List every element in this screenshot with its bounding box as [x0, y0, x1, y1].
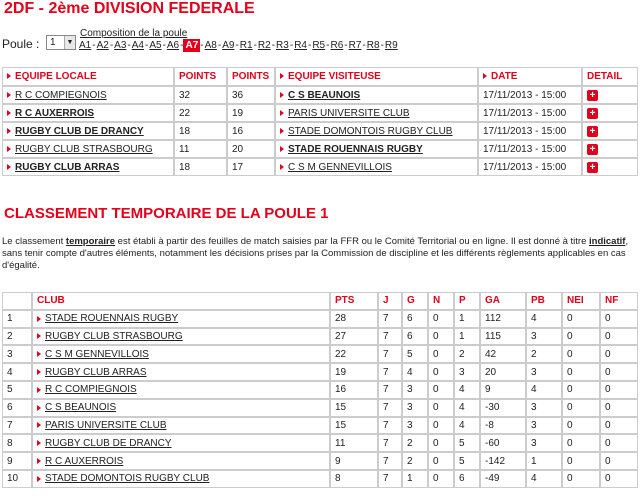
journee-separator: -	[326, 40, 330, 51]
journee-link-r7[interactable]: R7	[348, 40, 362, 51]
home-team-cell	[2, 158, 174, 176]
standings-row	[2, 399, 638, 417]
triangle-icon	[280, 128, 284, 134]
nf-cell: 0	[600, 470, 638, 488]
pts-cell: 16	[330, 381, 378, 399]
nf-cell: 0	[600, 434, 638, 452]
home-points: 18	[174, 158, 227, 176]
j-cell: 7	[378, 417, 402, 435]
standings-row	[2, 328, 638, 346]
rank-cell: 2	[2, 328, 32, 346]
away-team-link[interactable]: STADE DOMONTOIS RUGBY CLUB	[288, 125, 453, 137]
indicatif-link[interactable]: indicatif	[589, 236, 626, 247]
poule-select-value: 1	[50, 37, 56, 48]
pb-cell: 3	[526, 399, 562, 417]
rank-cell: 1	[2, 310, 32, 328]
pb-cell: 4	[526, 310, 562, 328]
pb-cell: 2	[526, 345, 562, 363]
p-cell: 2	[454, 345, 480, 363]
pb-cell: 3	[526, 328, 562, 346]
j-cell: 7	[378, 434, 402, 452]
journee-link-a3[interactable]: A3	[114, 40, 127, 51]
g-cell: 6	[402, 310, 428, 328]
n-cell: 0	[428, 452, 454, 470]
nei-cell: 0	[562, 470, 600, 488]
journee-link-a4[interactable]: A4	[131, 40, 144, 51]
temporaire-link[interactable]: temporaire	[65, 236, 116, 247]
triangle-icon	[7, 128, 11, 134]
journee-link-r2[interactable]: R2	[257, 40, 271, 51]
standings-row	[2, 381, 638, 399]
nei-cell: 0	[562, 345, 600, 363]
n-cell: 0	[428, 399, 454, 417]
club-cell	[32, 399, 330, 417]
match-row	[2, 122, 638, 140]
standings-row	[2, 434, 638, 452]
club-link[interactable]: R C AUXERROIS	[45, 455, 124, 467]
header-nei: NEI	[562, 292, 600, 310]
page-title: 2DF - 2ème DIVISION FEDERALE	[4, 0, 255, 17]
n-cell: 0	[428, 381, 454, 399]
pts-cell: 9	[330, 452, 378, 470]
header-club: CLUB	[32, 292, 330, 310]
home-team-link[interactable]: R C AUXERROIS	[15, 107, 95, 119]
journee-links	[78, 40, 399, 51]
detail-cell	[582, 86, 638, 104]
j-cell: 7	[378, 381, 402, 399]
club-cell	[32, 434, 330, 452]
pb-cell: 4	[526, 470, 562, 488]
detail-cell	[582, 104, 638, 122]
nf-cell: 0	[600, 399, 638, 417]
header-points-away: POINTS	[227, 67, 275, 86]
g-cell: 3	[402, 381, 428, 399]
pts-cell: 28	[330, 310, 378, 328]
journee-separator: -	[180, 40, 184, 51]
n-cell: 0	[428, 417, 454, 435]
detail-cell	[582, 122, 638, 140]
pb-cell: 3	[526, 417, 562, 435]
journee-link-r3[interactable]: R3	[276, 40, 289, 51]
nf-cell: 0	[600, 417, 638, 435]
club-link[interactable]: STADE DOMONTOIS RUGBY CLUB	[45, 473, 210, 485]
triangle-icon	[280, 146, 284, 152]
away-team-cell	[275, 158, 478, 176]
nei-cell: 0	[562, 434, 600, 452]
triangle-icon	[280, 92, 284, 98]
journee-link-a9[interactable]: A9	[222, 40, 235, 51]
home-team-cell	[2, 104, 174, 122]
club-link[interactable]: C S M GENNEVILLOIS	[45, 348, 149, 360]
journee-link-r1[interactable]: R1	[239, 40, 253, 51]
club-cell	[32, 381, 330, 399]
journee-link-a7[interactable]: A7	[185, 40, 199, 51]
ga-cell: -142	[480, 452, 526, 470]
triangle-icon	[280, 73, 284, 79]
away-team-link[interactable]: PARIS UNIVERSITE CLUB	[288, 107, 410, 119]
standings-row	[2, 310, 638, 328]
p-cell: 6	[454, 470, 480, 488]
nf-cell: 0	[600, 310, 638, 328]
pts-cell: 8	[330, 470, 378, 488]
standings-row	[2, 345, 638, 363]
ga-cell: 20	[480, 363, 526, 381]
nf-cell: 0	[600, 452, 638, 470]
n-cell: 0	[428, 345, 454, 363]
rank-cell: 6	[2, 399, 32, 417]
pts-cell: 15	[330, 399, 378, 417]
nei-cell: 0	[562, 310, 600, 328]
pb-cell: 3	[526, 434, 562, 452]
away-team-link[interactable]: STADE ROUENNAIS RUGBY	[288, 143, 423, 155]
n-cell: 0	[428, 470, 454, 488]
pts-cell: 15	[330, 417, 378, 435]
journee-link-a8[interactable]: A8	[204, 40, 217, 51]
header-detail: DETAIL	[582, 67, 638, 86]
triangle-icon	[37, 369, 41, 375]
nei-cell: 0	[562, 452, 600, 470]
nf-cell: 0	[600, 345, 638, 363]
club-link[interactable]: PARIS UNIVERSITE CLUB	[45, 419, 167, 431]
journee-separator: -	[289, 40, 294, 51]
triangle-icon	[7, 73, 11, 79]
plus-icon[interactable]: +	[587, 144, 598, 155]
g-cell: 6	[402, 328, 428, 346]
ga-cell: -30	[480, 399, 526, 417]
detail-cell	[582, 140, 638, 158]
triangle-icon	[37, 351, 41, 357]
g-cell: 2	[402, 452, 428, 470]
header-home: EQUIPE LOCALE	[2, 67, 174, 86]
home-team-link[interactable]: RUGBY CLUB STRASBOURG	[15, 143, 153, 155]
away-points: 36	[227, 86, 275, 104]
nei-cell: 0	[562, 381, 600, 399]
journee-link-a1[interactable]: A1	[79, 40, 92, 51]
journee-separator: -	[271, 40, 276, 51]
detail-cell	[582, 158, 638, 176]
header-n: N	[428, 292, 454, 310]
pb-cell: 4	[526, 381, 562, 399]
home-points: 18	[174, 122, 227, 140]
match-date: 17/11/2013 - 15:00	[478, 104, 582, 122]
home-points: 11	[174, 140, 227, 158]
chevron-down-icon: ▼	[64, 36, 75, 49]
g-cell: 3	[402, 399, 428, 417]
pb-cell: 1	[526, 452, 562, 470]
header-j: J	[378, 292, 402, 310]
ga-cell: 9	[480, 381, 526, 399]
away-team-cell	[275, 140, 478, 158]
pts-cell: 11	[330, 434, 378, 452]
header-pb: PB	[526, 292, 562, 310]
header-nf: NF	[600, 292, 638, 310]
match-date: 17/11/2013 - 15:00	[478, 86, 582, 104]
journee-separator: -	[235, 40, 239, 51]
journee-link-a5[interactable]: A5	[149, 40, 162, 51]
away-team-link[interactable]: C S BEAUNOIS	[288, 89, 361, 101]
journee-link-r6[interactable]: R6	[330, 40, 344, 51]
p-cell: 1	[454, 328, 480, 346]
standings-table	[2, 292, 638, 488]
journee-link-r4[interactable]: R4	[294, 40, 307, 51]
rank-cell: 4	[2, 363, 32, 381]
p-cell: 1	[454, 310, 480, 328]
away-team-link[interactable]: C S M GENNEVILLOIS	[288, 161, 392, 173]
triangle-icon	[37, 387, 41, 393]
match-row	[2, 158, 638, 176]
journee-separator: -	[253, 40, 257, 51]
journee-link-r9[interactable]: R9	[384, 40, 398, 51]
ga-cell: -60	[480, 434, 526, 452]
j-cell: 7	[378, 345, 402, 363]
classement-description: Le classement temporaire est établi à partir des feuilles de match saisies par la FFR ou le Comité Territorial ou en ligne. Il est donné à titre indicatif, sans tenir compte d'autres éléments, notamment les décisions prises par la Commission de discipline et les différents règlements applicables en cas d'égalité.	[2, 236, 629, 271]
club-cell	[32, 470, 330, 488]
home-team-link[interactable]: RUGBY CLUB DE DRANCY	[15, 125, 144, 137]
matches-table	[2, 67, 638, 176]
standings-header-row	[2, 292, 638, 310]
home-team-cell	[2, 122, 174, 140]
nei-cell: 0	[562, 417, 600, 435]
journee-link-r8[interactable]: R8	[366, 40, 380, 51]
header-rank	[2, 292, 32, 310]
plus-icon[interactable]: +	[587, 126, 598, 137]
triangle-icon	[7, 92, 11, 98]
club-cell	[32, 417, 330, 435]
away-points: 16	[227, 122, 275, 140]
g-cell: 5	[402, 345, 428, 363]
away-points: 17	[227, 158, 275, 176]
pts-cell: 27	[330, 328, 378, 346]
n-cell: 0	[428, 434, 454, 452]
away-team-cell	[275, 122, 478, 140]
j-cell: 7	[378, 363, 402, 381]
p-cell: 4	[454, 417, 480, 435]
g-cell: 4	[402, 363, 428, 381]
triangle-icon	[37, 476, 41, 482]
j-cell: 7	[378, 470, 402, 488]
journee-separator: -	[307, 40, 312, 51]
away-team-cell	[275, 104, 478, 122]
club-link[interactable]: RUGBY CLUB DE DRANCY	[45, 437, 172, 449]
nf-cell: 0	[600, 381, 638, 399]
ga-cell: 112	[480, 310, 526, 328]
composition-link[interactable]: Composition de la poule	[80, 28, 188, 39]
away-team-cell	[275, 86, 478, 104]
plus-icon[interactable]: +	[587, 90, 598, 101]
club-cell	[32, 345, 330, 363]
triangle-icon	[7, 110, 11, 116]
rank-cell: 9	[2, 452, 32, 470]
header-away: EQUIPE VISITEUSE	[275, 67, 478, 86]
nf-cell: 0	[600, 328, 638, 346]
j-cell: 7	[378, 399, 402, 417]
nf-cell: 0	[600, 363, 638, 381]
rank-cell: 5	[2, 381, 32, 399]
club-cell	[32, 452, 330, 470]
home-points: 22	[174, 104, 227, 122]
club-cell	[32, 310, 330, 328]
journee-separator: -	[144, 40, 149, 51]
p-cell: 3	[454, 363, 480, 381]
nei-cell: 0	[562, 399, 600, 417]
g-cell: 1	[402, 470, 428, 488]
away-points: 19	[227, 104, 275, 122]
triangle-icon	[280, 110, 284, 116]
match-date: 17/11/2013 - 15:00	[478, 122, 582, 140]
journee-separator: -	[217, 40, 222, 51]
header-pts: PTS	[330, 292, 378, 310]
triangle-icon	[280, 164, 284, 170]
triangle-icon	[7, 164, 11, 170]
journee-link-a2[interactable]: A2	[96, 40, 109, 51]
p-cell: 4	[454, 381, 480, 399]
journee-separator: -	[344, 40, 348, 51]
poule-select[interactable]	[46, 35, 76, 50]
pts-cell: 22	[330, 345, 378, 363]
triangle-icon	[483, 73, 487, 79]
nei-cell: 0	[562, 328, 600, 346]
home-team-cell	[2, 140, 174, 158]
matches-header-row	[2, 67, 638, 86]
match-row	[2, 86, 638, 104]
club-link[interactable]: C S BEAUNOIS	[45, 402, 117, 414]
journee-separator: -	[362, 40, 366, 51]
home-points: 32	[174, 86, 227, 104]
club-link[interactable]: RUGBY CLUB STRASBOURG	[45, 330, 183, 342]
header-g: G	[402, 292, 428, 310]
journee-separator: -	[92, 40, 96, 51]
journee-link-r5[interactable]: R5	[312, 40, 326, 51]
classement-title: CLASSEMENT TEMPORAIRE DE LA POULE 1	[4, 205, 329, 222]
g-cell: 3	[402, 417, 428, 435]
match-row	[2, 140, 638, 158]
header-date: DATE	[478, 67, 582, 86]
rank-cell: 7	[2, 417, 32, 435]
rank-cell: 10	[2, 470, 32, 488]
journee-separator: -	[127, 40, 131, 51]
j-cell: 7	[378, 328, 402, 346]
standings-row	[2, 452, 638, 470]
triangle-icon	[37, 333, 41, 339]
plus-icon[interactable]: +	[587, 108, 598, 119]
header-points-home: POINTS	[174, 67, 227, 86]
j-cell: 7	[378, 310, 402, 328]
club-link[interactable]: STADE ROUENNAIS RUGBY	[45, 313, 179, 325]
ga-cell: 42	[480, 345, 526, 363]
ga-cell: -8	[480, 417, 526, 435]
club-cell	[32, 363, 330, 381]
standings-row	[2, 417, 638, 435]
n-cell: 0	[428, 310, 454, 328]
header-p: P	[454, 292, 480, 310]
rank-cell: 3	[2, 345, 32, 363]
triangle-icon	[7, 146, 11, 152]
ga-cell: -49	[480, 470, 526, 488]
triangle-icon	[37, 405, 41, 411]
home-team-link[interactable]: RUGBY CLUB ARRAS	[15, 161, 120, 173]
g-cell: 2	[402, 434, 428, 452]
triangle-icon	[37, 440, 41, 446]
triangle-icon	[37, 422, 41, 428]
club-link[interactable]: R C COMPIEGNOIS	[45, 384, 137, 396]
rank-cell: 8	[2, 434, 32, 452]
n-cell: 0	[428, 363, 454, 381]
triangle-icon	[37, 458, 41, 464]
j-cell: 7	[378, 452, 402, 470]
standings-row	[2, 470, 638, 488]
journee-separator: -	[200, 40, 204, 51]
plus-icon[interactable]: +	[587, 162, 598, 173]
club-link[interactable]: RUGBY CLUB ARRAS	[45, 366, 147, 378]
away-points: 20	[227, 140, 275, 158]
poule-label: Poule :	[2, 37, 40, 51]
journee-link-a6[interactable]: A6	[166, 40, 180, 51]
ga-cell: 115	[480, 328, 526, 346]
match-date: 17/11/2013 - 15:00	[478, 140, 582, 158]
poule-selector-row	[2, 28, 638, 54]
pts-cell: 19	[330, 363, 378, 381]
match-row	[2, 104, 638, 122]
home-team-cell	[2, 86, 174, 104]
match-date: 17/11/2013 - 15:00	[478, 158, 582, 176]
n-cell: 0	[428, 328, 454, 346]
journee-separator: -	[162, 40, 166, 51]
p-cell: 5	[454, 434, 480, 452]
p-cell: 4	[454, 399, 480, 417]
standings-row	[2, 363, 638, 381]
club-cell	[32, 328, 330, 346]
nei-cell: 0	[562, 363, 600, 381]
journee-separator: -	[109, 40, 114, 51]
home-team-link[interactable]: R C COMPIEGNOIS	[15, 89, 107, 101]
pb-cell: 3	[526, 363, 562, 381]
journee-separator: -	[380, 40, 384, 51]
triangle-icon	[37, 316, 41, 322]
header-ga: GA	[480, 292, 526, 310]
p-cell: 5	[454, 452, 480, 470]
